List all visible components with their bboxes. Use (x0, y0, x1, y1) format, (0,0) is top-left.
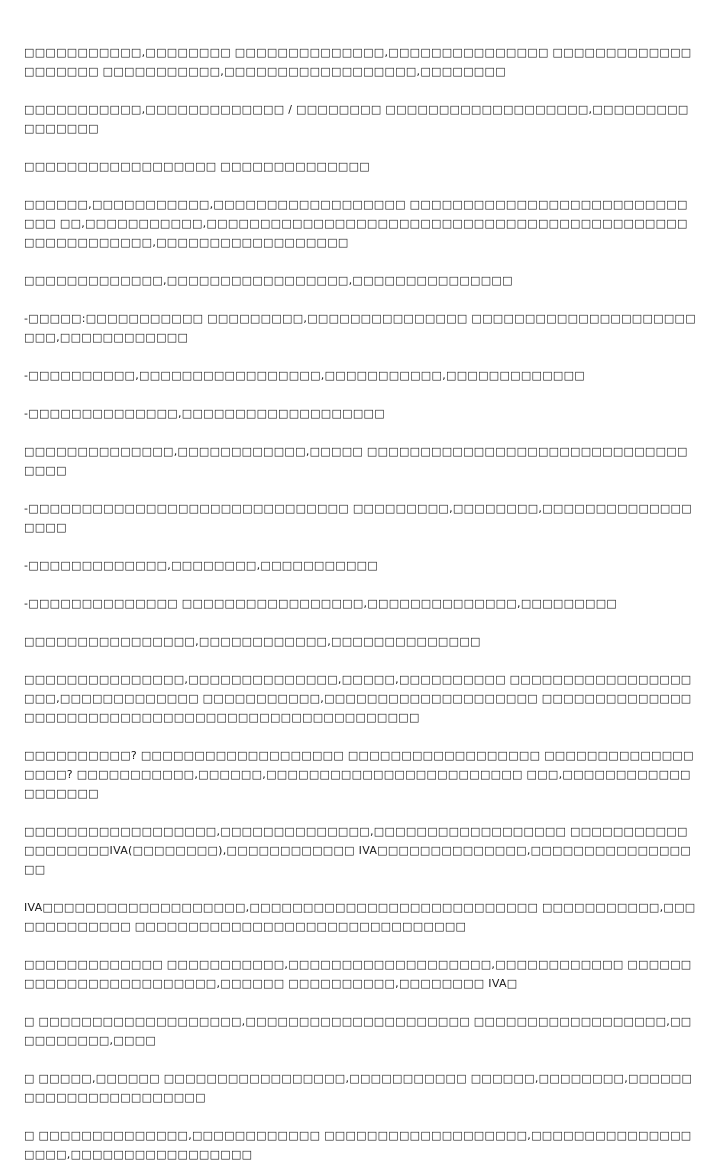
list-item-2: -□□□□□□□□□□,□□□□□□□□□□□□□□□□□,□□□□□□□□□□□,□□□□□□□□□□□□□ (24, 369, 586, 382)
bullet-item-2: □ □□□□□,□□□□□□ □□□□□□□□□□□□□□□□□,□□□□□□□□□□□ □□□□□□,□□□□□□□□,□□□□□□□□□□□□□□□□□□□□□□□ (24, 1072, 693, 1104)
paragraph-9: □□□□□□□□□□? □□□□□□□□□□□□□□□□□□□ □□□□□□□□□□□□□□□□□□ □□□□□□□□□□□□□□□□□□? □□□□□□□□□□□,□□□□□□,□□□□□□□□□□□□□□□□□□□□□□□□ □□□,□□□□□□□□□□□□□□□□□□□ (24, 749, 694, 800)
list-item-5: -□□□□□□□□□□□□□,□□□□□□□□,□□□□□□□□□□□ (24, 559, 379, 572)
paragraph-1: □□□□□□□□□□□,□□□□□□□□ □□□□□□□□□□□□□□,□□□□□□□□□□□□□□□ □□□□□□□□□□□□□□□□□□□□ □□□□□□□□□□□,□□□□□□□□□□□□□□□□□□,□□□□□□□□ (24, 46, 692, 78)
paragraph-10: □□□□□□□□□□□□□□□□□□,□□□□□□□□□□□□□□,□□□□□□□□□□□□□□□□□□ □□□□□□□□□□□□□□□□□□□IVA(□□□□□□□□),□□□□□□□□□□□□ IVA□□□□□□□□□□□□□□,□□□□□□□□□□□□□□□□□ (24, 825, 692, 876)
paragraph-7: □□□□□□□□□□□□□□□□,□□□□□□□□□□□□,□□□□□□□□□□□□□□ (24, 635, 481, 648)
paragraph-8: □□□□□□□□□□□□□□□,□□□□□□□□□□□□□□,□□□□□,□□□□□□□□□□ □□□□□□□□□□□□□□□□□□□□,□□□□□□□□□□□□□ □□□□□□□□□□□,□□□□□□□□□□□□□□□□□□□□ □□□□□□□□□□□□□□□□□□□□□□□□□□□□□□□□□□□□□□□□□□□□□□□□□□□ (24, 673, 692, 724)
bullet-item-3: □ □□□□□□□□□□□□□□,□□□□□□□□□□□□ □□□□□□□□□□□□□□□□□□□,□□□□□□□□□□□□□□□□□□□,□□□□□□□□□□□□□□□□□ (24, 1129, 692, 1161)
paragraph-5: □□□□□□□□□□□□□,□□□□□□□□□□□□□□□□□,□□□□□□□□□□□□□□□ (24, 274, 513, 287)
list-item-6: -□□□□□□□□□□□□□□ □□□□□□□□□□□□□□□□□,□□□□□□□□□□□□□□,□□□□□□□□□ (24, 597, 618, 610)
paragraph-6: □□□□□□□□□□□□□□,□□□□□□□□□□□□,□□□□□ □□□□□□□□□□□□□□□□□□□□□□□□□□□□□□□□□□ (24, 445, 688, 477)
paragraph-12: □□□□□□□□□□□□□ □□□□□□□□□□□,□□□□□□□□□□□□□□□□□□□,□□□□□□□□□□□□ □□□□□□□□□□□□□□□□□□□□□□□□,□□□□□□ □□□□□□□□□□,□□□□□□□□ IVA□ (24, 958, 692, 990)
paragraph-11: IVA□□□□□□□□□□□□□□□□□□□,□□□□□□□□□□□□□□□□□□□□□□□□□□□ □□□□□□□□□□□,□□□□□□□□□□□□□ □□□□□□□□□□□□□□□□□□□□□□□□□□□□□□□ (24, 901, 696, 933)
paragraph-2: □□□□□□□□□□□,□□□□□□□□□□□□□ / □□□□□□□□ □□□□□□□□□□□□□□□□□□□,□□□□□□□□□□□□□□□□ (24, 103, 689, 135)
bullet-item-1: □ □□□□□□□□□□□□□□□□□□□,□□□□□□□□□□□□□□□□□□□□□ □□□□□□□□□□□□□□□□□□,□□□□□□□□□□,□□□□ (24, 1015, 692, 1047)
paragraph-4: □□□□□□,□□□□□□□□□□□,□□□□□□□□□□□□□□□□□□ □□□□□□□□□□□□□□□□□□□□□□□□□□□□□ □□,□□□□□□□□□□□,□□□□□□□□□□□□□□□□□□□□□□□□□□□□□□□□□□□□□□□□□□□□□□□□□□□□□□□□□,□□□□□□□□□□□□□□□□□□ (24, 198, 688, 249)
paragraph-3: □□□□□□□□□□□□□□□□□□ □□□□□□□□□□□□□□ (24, 160, 370, 173)
list-item-3: -□□□□□□□□□□□□□□,□□□□□□□□□□□□□□□□□□□ (24, 407, 385, 420)
list-item-4: -□□□□□□□□□□□□□□□□□□□□□□□□□□□□□□ □□□□□□□□□,□□□□□□□□,□□□□□□□□□□□□□□□□□□ (24, 502, 692, 534)
list-item-1: -□□□□□:□□□□□□□□□□□ □□□□□□□□□,□□□□□□□□□□□□□□□ □□□□□□□□□□□□□□□□□□□□□□□□,□□□□□□□□□□□□ (24, 312, 696, 344)
